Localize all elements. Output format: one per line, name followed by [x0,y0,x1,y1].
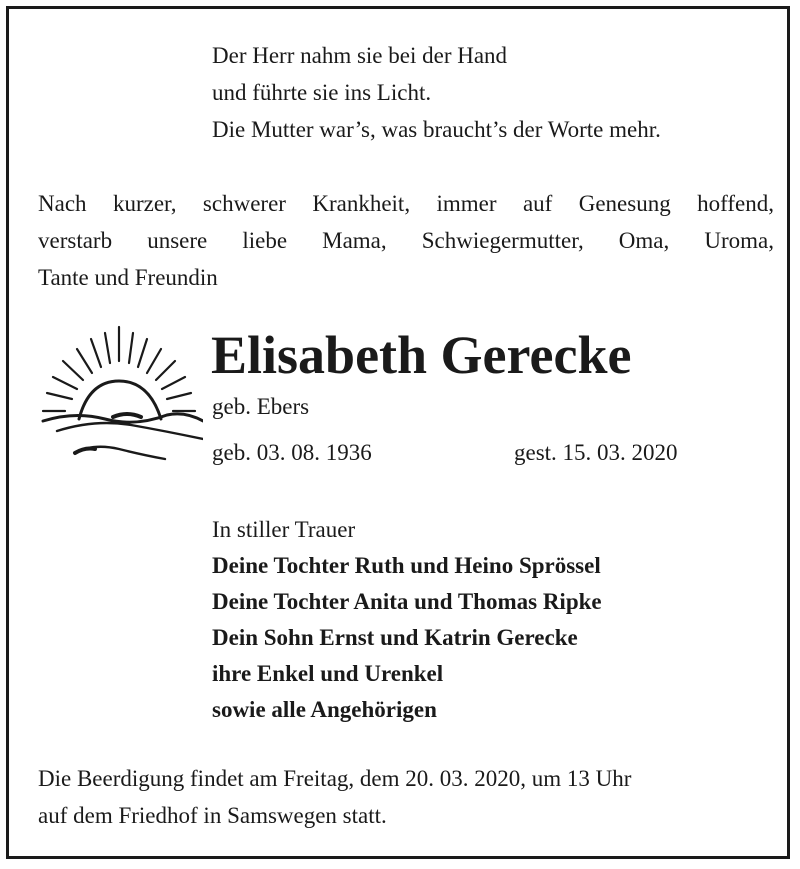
death-announcement-text [38,185,774,296]
announcement-line: verstarb unsere liebe Mama, Schwiegermutter, Oma, Uroma, [38,228,774,253]
verse-line: Die Mutter war’s, was braucht’s der Worte mehr. [212,117,661,142]
announcement-line: Nach kurzer, schwerer Krankheit, immer auf Genesung hoffend, [38,191,774,216]
funeral-line: auf dem Friedhof in Samswegen statt. [38,803,387,828]
deceased-name: Elisabeth Gerecke [211,325,632,385]
mourner-line: Deine Tochter Ruth und Heino Sprössel [212,553,601,578]
announcement-line: Tante und Freundin [38,265,218,290]
funeral-information [38,760,631,834]
death-date: gest. 15. 03. 2020 [514,440,678,465]
birth-date: geb. 03. 08. 1936 [212,440,372,465]
mourner-line: sowie alle Angehörigen [212,697,437,722]
sunset-over-hills-icon [35,319,203,469]
mourner-line: Dein Sohn Ernst und Katrin Gerecke [212,625,578,650]
mourner-line: Deine Tochter Anita und Thomas Ripke [212,589,602,614]
mourner-line: ihre Enkel und Urenkel [212,661,444,686]
mourning-heading: In stiller Trauer [212,517,356,542]
verse-line: und führte sie ins Licht. [212,80,432,105]
mourners-block [212,512,602,728]
funeral-line: Die Beerdigung findet am Freitag, dem 20. 03. 2020, um 13 Uhr [38,766,632,791]
obituary-notice [6,6,790,859]
maiden-name: geb. Ebers [212,394,310,419]
verse-line: Der Herr nahm sie bei der Hand [212,43,508,68]
memorial-verse [212,37,661,148]
